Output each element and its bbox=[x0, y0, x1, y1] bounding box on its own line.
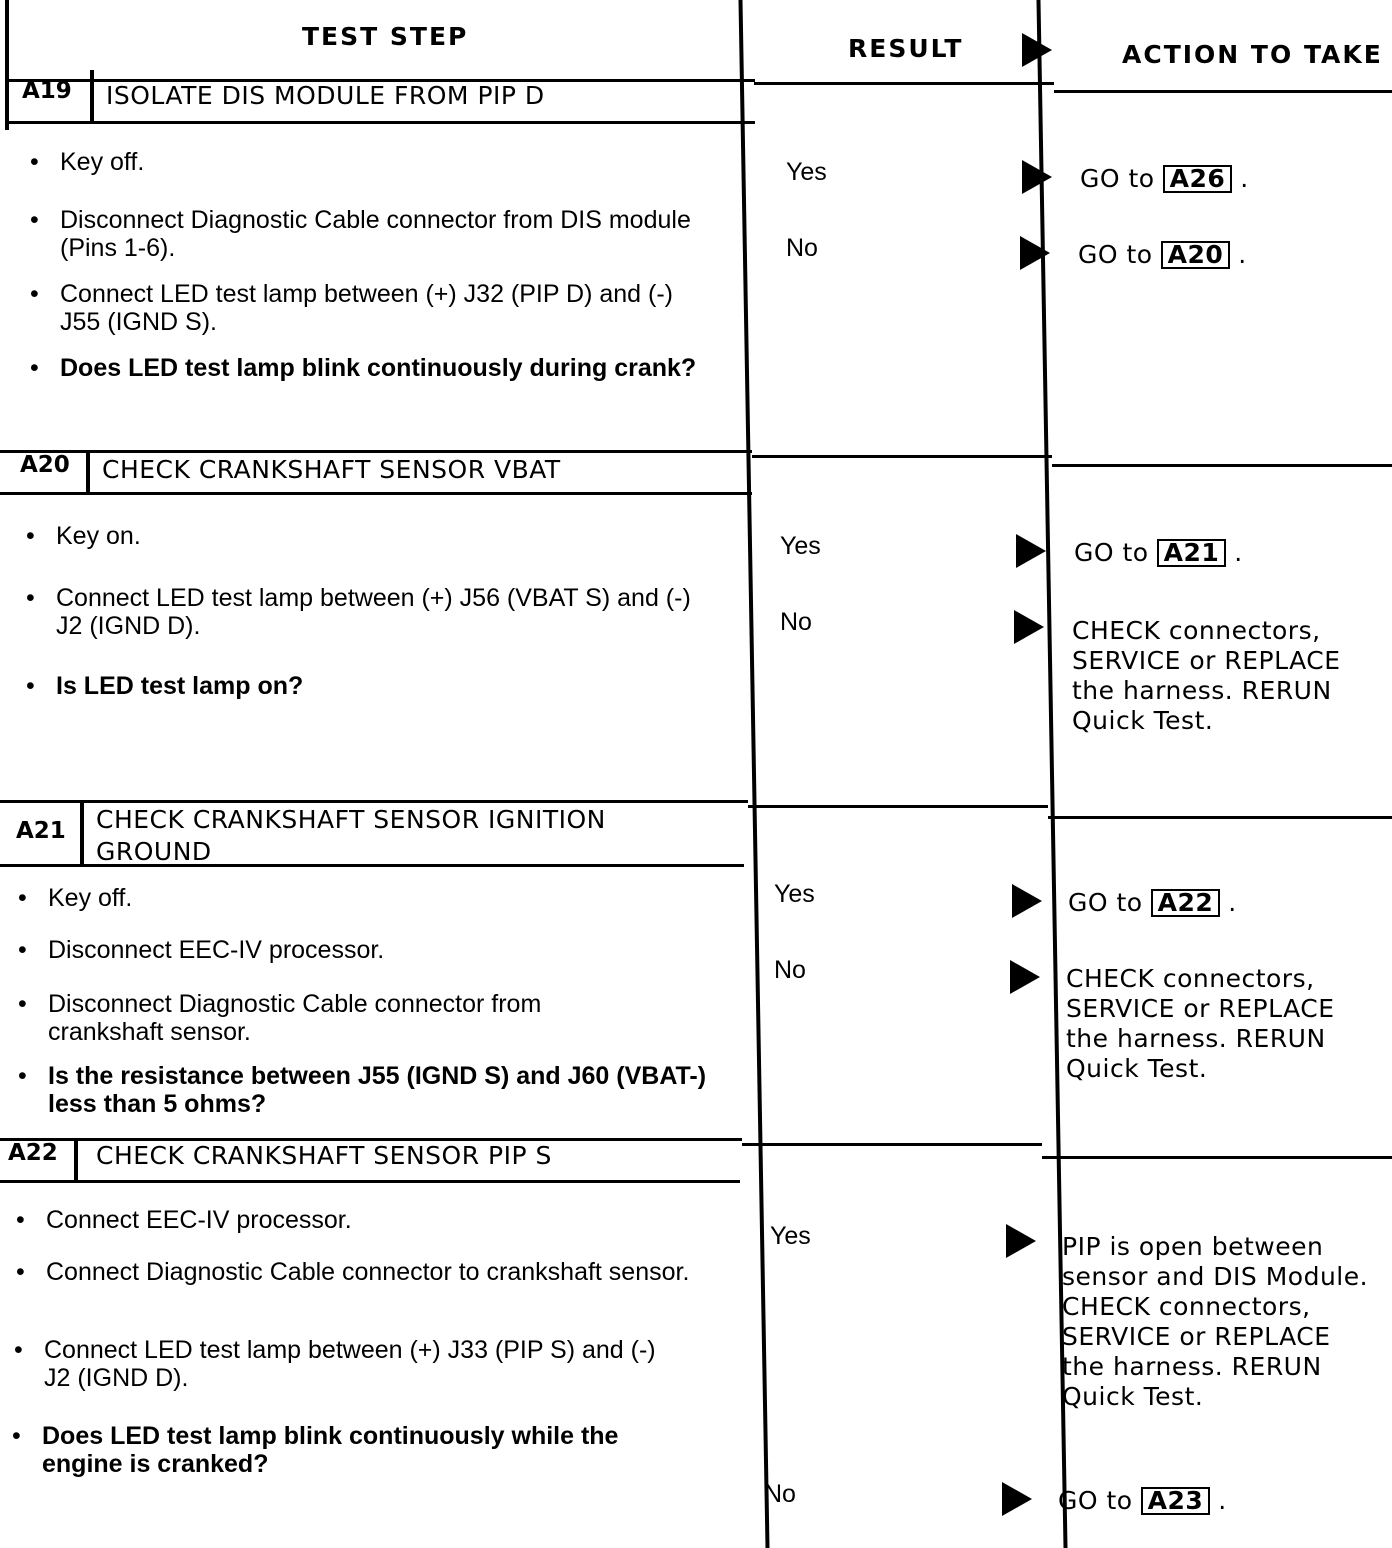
a22-id-divider bbox=[74, 1138, 78, 1182]
a20-top-rule-action bbox=[1052, 464, 1392, 467]
a21-id-divider bbox=[80, 800, 84, 866]
bullet-dot-icon: • bbox=[18, 990, 27, 1018]
table-left-border bbox=[5, 0, 9, 130]
rule-below-header-action bbox=[1054, 90, 1392, 93]
header-result: RESULT bbox=[848, 34, 964, 63]
step-bullet: • Disconnect Diagnostic Cable connector from DIS module (Pins 1-6). bbox=[30, 206, 691, 262]
bullet-dot-icon: • bbox=[18, 884, 27, 912]
step-bullet: • Connect EEC-IV processor. bbox=[16, 1206, 352, 1234]
step-bullet: • Disconnect EEC-IV processor. bbox=[18, 936, 385, 964]
a21-top-rule bbox=[0, 800, 748, 803]
bullet-dot-icon: • bbox=[26, 672, 35, 700]
a20-top-rule bbox=[0, 450, 752, 453]
action-text: CHECK connectors, SERVICE or REPLACE the harness. RERUN Quick Test. bbox=[1066, 964, 1335, 1083]
bullet-dot-icon: • bbox=[14, 1336, 23, 1364]
bullet-dot-icon: • bbox=[16, 1258, 25, 1286]
step-reference[interactable]: A26 bbox=[1163, 165, 1233, 193]
step-question: • Does LED test lamp blink continuously while the engine is cranked? bbox=[12, 1422, 619, 1478]
result-yes: Yes bbox=[770, 1222, 811, 1250]
bullet-dot-icon: • bbox=[30, 148, 39, 176]
action-text: PIP is open between sensor and DIS Module. CHECK connectors, SERVICE or REPLACE the harness. RERUN Quick Test. bbox=[1062, 1232, 1369, 1411]
header-action-to-take: ACTION TO TAKE bbox=[1122, 40, 1383, 69]
column-divider-step-result bbox=[738, 0, 769, 1548]
bullet-dot-icon: • bbox=[16, 1206, 25, 1234]
header-result-arrow-icon bbox=[1022, 33, 1052, 67]
a20-top-rule-right bbox=[752, 455, 1052, 458]
step-bullet: • Connect LED test lamp between (+) J33 (PIP S) and (-) J2 (IGND D). bbox=[14, 1336, 656, 1392]
result-no: No bbox=[780, 608, 812, 636]
result-arrow-icon bbox=[1002, 1482, 1032, 1516]
step-bullet: • Key on. bbox=[26, 522, 141, 550]
step-bullet: • Connect LED test lamp between (+) J56 (VBAT S) and (-) J2 (IGND D). bbox=[26, 584, 691, 640]
bullet-dot-icon: • bbox=[30, 280, 39, 308]
result-yes: Yes bbox=[774, 880, 815, 908]
bullet-dot-icon: • bbox=[18, 1062, 27, 1090]
step-title: CHECK CRANKSHAFT SENSOR PIP S bbox=[96, 1141, 552, 1170]
step-reference[interactable]: A23 bbox=[1141, 1487, 1211, 1515]
step-bullet: • Connect Diagnostic Cable connector to crankshaft sensor. bbox=[16, 1258, 690, 1286]
result-yes: Yes bbox=[786, 158, 827, 186]
result-arrow-icon bbox=[1010, 960, 1040, 994]
result-yes: Yes bbox=[780, 532, 821, 560]
header-test-step: TEST STEP bbox=[302, 22, 469, 51]
bullet-dot-icon: • bbox=[12, 1422, 21, 1450]
step-bullet: • Connect LED test lamp between (+) J32 (PIP D) and (-) J55 (IGND S). bbox=[30, 280, 674, 336]
step-bullet: • Key off. bbox=[30, 148, 145, 176]
step-id: A22 bbox=[8, 1140, 58, 1166]
action-goto: GO to A22 . bbox=[1068, 888, 1237, 917]
step-id: A21 bbox=[16, 818, 66, 844]
step-bullet: • Disconnect Diagnostic Cable connector from crankshaft sensor. bbox=[18, 990, 542, 1046]
a21-top-rule-right bbox=[748, 805, 1048, 808]
a22-top-rule-right bbox=[742, 1143, 1042, 1146]
a22-title-rule bbox=[0, 1180, 740, 1183]
step-question: • Does LED test lamp blink continuously during crank? bbox=[30, 354, 697, 382]
a22-top-rule-action bbox=[1042, 1156, 1392, 1159]
bullet-dot-icon: • bbox=[26, 584, 35, 612]
a19-id-divider bbox=[90, 70, 94, 122]
bullet-dot-icon: • bbox=[30, 206, 39, 234]
result-no: No bbox=[764, 1480, 796, 1508]
rule-below-header-result bbox=[754, 82, 1054, 85]
step-reference[interactable]: A21 bbox=[1157, 539, 1227, 567]
step-question: • Is LED test lamp on? bbox=[26, 672, 304, 700]
step-title: ISOLATE DIS MODULE FROM PIP D bbox=[106, 81, 545, 110]
step-reference[interactable]: A22 bbox=[1151, 889, 1221, 917]
bullet-dot-icon: • bbox=[30, 354, 39, 382]
result-arrow-icon bbox=[1022, 160, 1052, 194]
action-goto: GO to A20 . bbox=[1078, 240, 1247, 269]
step-id: A20 bbox=[20, 452, 70, 478]
a21-top-rule-action bbox=[1048, 816, 1392, 819]
bullet-dot-icon: • bbox=[26, 522, 35, 550]
a19-title-rule bbox=[5, 121, 755, 124]
step-bullet: • Key off. bbox=[18, 884, 133, 912]
result-arrow-icon bbox=[1006, 1224, 1036, 1258]
action-goto: GO to A26 . bbox=[1080, 164, 1249, 193]
step-reference[interactable]: A20 bbox=[1161, 241, 1231, 269]
step-id: A19 bbox=[22, 78, 72, 104]
result-no: No bbox=[786, 234, 818, 262]
result-arrow-icon bbox=[1016, 534, 1046, 568]
result-arrow-icon bbox=[1020, 236, 1050, 270]
step-title: CHECK CRANKSHAFT SENSOR VBAT bbox=[102, 455, 561, 484]
result-arrow-icon bbox=[1014, 610, 1044, 644]
step-question: • Is the resistance between J55 (IGND S) and J60 (VBAT-) less than 5 ohms? bbox=[18, 1062, 707, 1118]
action-text: CHECK connectors, SERVICE or REPLACE the harness. RERUN Quick Test. bbox=[1072, 616, 1341, 735]
action-goto: GO to A21 . bbox=[1074, 538, 1243, 567]
result-arrow-icon bbox=[1012, 884, 1042, 918]
step-title: CHECK CRANKSHAFT SENSOR IGNITION GROUND bbox=[96, 805, 606, 866]
action-goto: GO to A23 . bbox=[1058, 1486, 1227, 1515]
bullet-dot-icon: • bbox=[18, 936, 27, 964]
a20-title-rule bbox=[0, 492, 752, 495]
a20-id-divider bbox=[86, 452, 90, 494]
result-no: No bbox=[774, 956, 806, 984]
